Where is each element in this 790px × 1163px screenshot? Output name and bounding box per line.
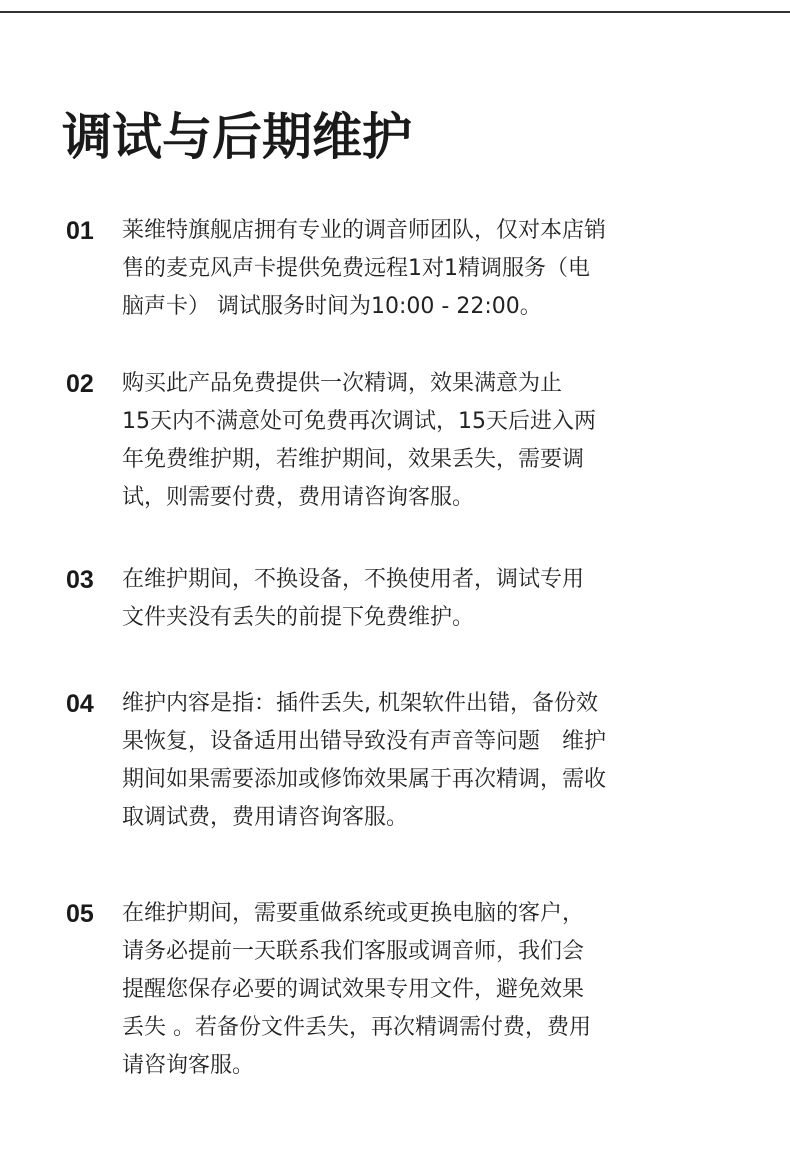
item-text — [122, 685, 672, 837]
item-text-line: 提醒您保存必要的调试效果专用文件，避免效果 — [122, 977, 585, 1002]
item-number: 05 — [66, 900, 94, 928]
item-text-line: 莱维特旗舰店拥有专业的调音师团队，仅对本店销 — [122, 218, 607, 243]
item-text-line: 售的麦克风声卡提供免费远程1对1精调服务（电 — [122, 256, 590, 281]
item-text-line: 果恢复，设备适用出错导致没有声音等问题 维护 — [122, 729, 607, 754]
item-text-line: 取调试费，费用请咨询客服。 — [122, 805, 409, 830]
item-text — [122, 365, 672, 517]
item-text-line: 维护内容是指：插件丢失, 机架软件出错，备份效 — [122, 691, 598, 716]
item-text — [122, 212, 672, 326]
item-text-line: 试，则需要付费，费用请咨询客服。 — [122, 485, 475, 510]
item-text-line: 脑声卡） 调试服务时间为10:00 - 22:00。 — [122, 294, 542, 319]
item-text-line: 在维护期间，不换设备，不换使用者，调试专用 — [122, 567, 585, 592]
item-text-line: 期间如果需要添加或修饰效果属于再次精调，需收 — [122, 767, 607, 792]
item-number: 03 — [66, 566, 94, 594]
top-divider — [0, 11, 790, 13]
item-text — [122, 561, 672, 637]
item-text-line: 请咨询客服。 — [122, 1053, 255, 1078]
item-number: 04 — [66, 690, 94, 718]
item-text-line: 文件夹没有丢失的前提下免费维护。 — [122, 605, 475, 630]
item-text-line: 在维护期间，需要重做系统或更换电脑的客户， — [122, 901, 585, 926]
item-number: 02 — [66, 370, 94, 398]
item-text-line: 请务必提前一天联系我们客服或调音师，我们会 — [122, 939, 585, 964]
page-title: 调试与后期维护 — [62, 108, 412, 166]
item-text-line: 15天内不满意处可免费再次调试，15天后进入两 — [122, 409, 596, 434]
item-text — [122, 895, 672, 1085]
item-text-line: 丢失 。若备份文件丢失，再次精调需付费，费用 — [122, 1015, 591, 1040]
item-text-line: 购买此产品免费提供一次精调，效果满意为止 — [122, 371, 563, 396]
item-number: 01 — [66, 217, 94, 245]
item-text-line: 年免费维护期，若维护期间，效果丢失，需要调 — [122, 447, 585, 472]
